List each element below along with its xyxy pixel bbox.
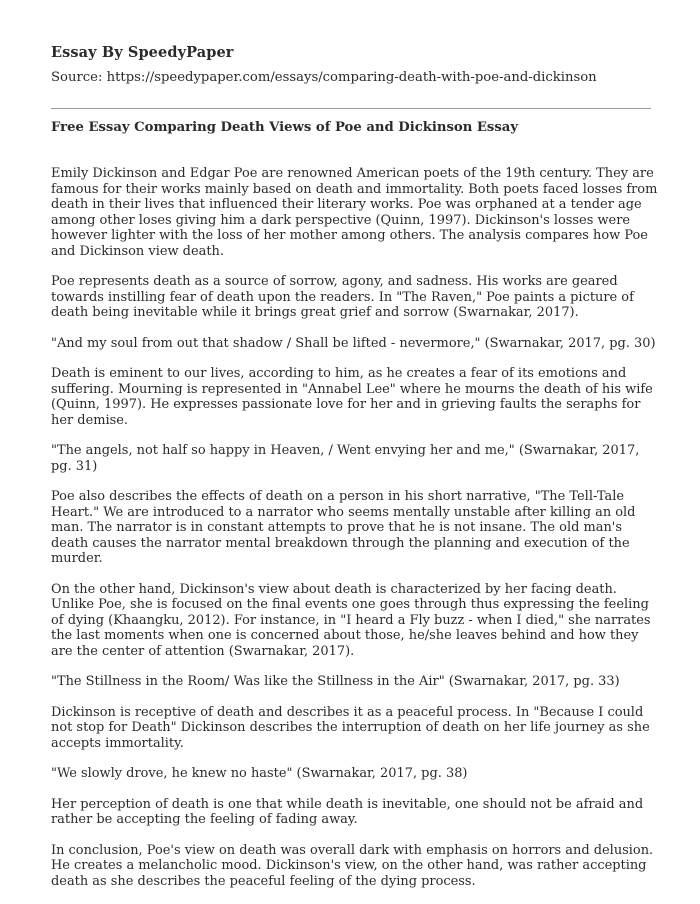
essay-paragraph: Death is eminent to our lives, according to him, as he creates a fear of its emotions and suffering. Mourning is represented in "Annabel Lee" where he mourns the death of his wife (Quinn, 1997). He expresses passionate love for her and in grieving faults the seraphs for her demise. — [51, 366, 653, 428]
essay-quote: "The Stillness in the Room/ Was like the Stillness in the Air" (Swarnakar, 2017, pg. 33) — [51, 674, 620, 689]
essay-paragraph: Emily Dickinson and Edgar Poe are renowned American poets of the 19th century. They are famous for their works mainly based on death and immortality. Both poets faced losses from death in their lives that influenced their literary works. Poe was orphaned at a tender age among other loses giving him a dark perspective (Quinn, 1997). Dickinson's losses were however lighter with the loss of her mother among others. The analysis compares how Poe and Dickinson view death. — [51, 166, 658, 259]
essay-paragraph: Poe represents death as a source of sorrow, agony, and sadness. His works are geared towards instilling fear of death upon the readers. In "The Raven," Poe paints a picture of death being inevitable while it brings great grief and sorrow (Swarnakar, 2017). — [51, 274, 634, 320]
essay-quote: "And my soul from out that shadow / Shall be lifted - nevermore," (Swarnakar, 2017, pg. 30) — [51, 335, 656, 351]
document-header-title: Essay By SpeedyPaper — [51, 44, 234, 61]
essay-body — [51, 166, 663, 904]
header-divider — [51, 108, 651, 109]
essay-paragraph: In conclusion, Poe's view on death was overall dark with emphasis on horrors and delusion. He creates a melancholic mood. Dickinson's view, on the other hand, was rather accepting death as she describes the peaceful feeling of the dying process. — [51, 842, 654, 889]
essay-quote: "We slowly drove, he knew no haste" (Swarnakar, 2017, pg. 38) — [51, 766, 468, 781]
essay-paragraph: Her perception of death is one that while death is inevitable, one should not be afraid and rather be accepting the feeling of fading away. — [51, 796, 644, 827]
essay-quote: "The angels, not half so happy in Heaven, / Went envying her and me," (Swarnakar, 2017, pg. 31) — [51, 443, 640, 474]
essay-paragraph: On the other hand, Dickinson's view about death is characterized by her facing death. Unlike Poe, she is focused on the final events one goes through thus expressing the feeling of dying (Khaangku, 2012). For instance, in "I heard a Fly buzz - when I died," she narrates the last moments when one is concerned about those, he/she leaves behind and how they are the center of attention (Swarnakar, 2017). — [51, 581, 651, 659]
essay-paragraph: Poe also describes the effects of death on a person in his short narrative, "The Tell-Tale Heart." We are introduced to a narrator who seems mentally unstable after killing an old man. The narrator is in constant attempts to prove that he is not insane. The old man's death causes the narrator mental breakdown through the planning and execution of the murder. — [51, 489, 636, 566]
essay-paragraph: Dickinson is receptive of death and describes it as a peaceful process. In "Because I could not stop for Death" Dickinson describes the interruption of death on her life journey as she accepts immortality. — [51, 704, 650, 751]
essay-title: Free Essay Comparing Death Views of Poe and Dickinson Essay — [51, 120, 518, 135]
source-line: Source: https://speedypaper.com/essays/comparing-death-with-poe-and-dickinson — [51, 70, 597, 85]
